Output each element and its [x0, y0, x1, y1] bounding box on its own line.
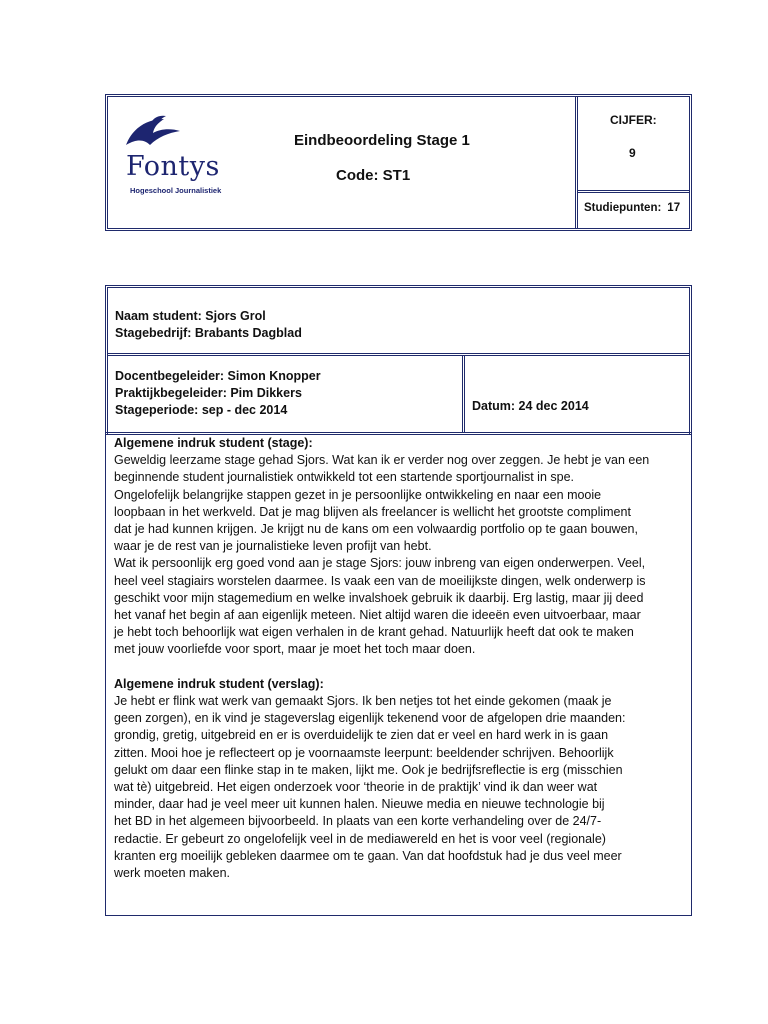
studiepunten-row [584, 202, 680, 214]
studiepunten-label: Studiepunten: [584, 202, 662, 214]
header-grade-column [578, 97, 689, 228]
docentbegeleider: Docentbegeleider: Simon Knopper [115, 369, 321, 383]
stage-line: dat je had kunnen krijgen. Je krijgt nu de kans om een volwaardig portfolio op te gaan bouwen, [114, 522, 638, 537]
header-table [105, 94, 692, 231]
studiepunten-cell [578, 193, 689, 228]
stage-line: Geweldig leerzame stage gehad Sjors. Wat kan ik er verder nog over zeggen. Je hebt je van een [114, 453, 650, 468]
verslag-line: wat tè) uitgebreid. Het eigen onderzoek voor ‘theorie in de praktijk’ vind ik dan weer wat [114, 780, 598, 795]
cijfer-cell [578, 97, 689, 193]
stage-line: Wat ik persoonlijk erg goed vond aan je stage Sjors: jouw inbreng van eigen onderwerpen. Veel, [114, 556, 646, 571]
verslag-line: gelukt om daar een flinke stap in te maken, lijkt me. Ook je bedrijfsreflectie is erg (misschien [114, 762, 623, 777]
verslag-line: grondig, gretig, uitgebreid en er is overduidelijk te zien dat er veel en hard werk in is gaan [114, 728, 609, 743]
fontys-logo [116, 113, 226, 203]
stage-line: Ongelofelijk belangrijke stappen gezet in je persoonlijke ontwikkeling en naar een mooie [114, 487, 602, 502]
datum-cell [465, 356, 689, 432]
header-title-cell [108, 97, 578, 228]
fontys-swoosh-icon [122, 115, 182, 149]
student-info-table [105, 285, 692, 435]
stage-line: je hebt toch behoorlijk wat eigen verhalen in de krant gehad. Natuurlijk heeft dat ook te maken [114, 625, 634, 640]
document-code: Code: ST1 [336, 167, 411, 184]
assessment-box [105, 435, 692, 916]
logo-wordmark: Fontys [126, 151, 220, 182]
stage-line: heel veel stagiairs worstelen daarmee. Is vaak een van de moeilijkste dingen, welk onderwerp is [114, 573, 646, 588]
cijfer-label: CIJFER: [610, 113, 657, 127]
verslag-line: minder, daar had je veel meer uit kunnen halen. Nieuwe media en nieuwe technologie bij [114, 797, 605, 812]
stage-line: loopbaan in het werkveld. Dat je mag blijven als freelancer is wellicht het grootste compliment [114, 504, 631, 519]
stage-heading: Algemene indruk student (stage): [114, 436, 313, 450]
verslag-heading: Algemene indruk student (verslag): [114, 676, 324, 691]
verslag-line: geen zorgen), en ik vind je stageverslag eigenlijk tekenend voor de afgelopen drie maanden: [114, 711, 626, 726]
verslag-line: zitten. Mooi hoe je reflecteert op je voornaamste leerpunt: beeldender schrijven. Behoorlijk [114, 745, 614, 760]
praktijkbegeleider: Praktijkbegeleider: Pim Dikkers [115, 386, 302, 400]
studiepunten-value: 17 [667, 202, 681, 214]
verslag-line: redactie. Er gebeurt zo ongelofelijk veel in de mediawereld en het is voor veel (regionale) [114, 831, 606, 846]
stage-line: waar je de rest van je journalistieke leven profijt van hebt. [114, 539, 432, 554]
student-cell [108, 288, 689, 356]
stageperiode: Stageperiode: sep - dec 2014 [115, 403, 288, 417]
naam-student: Naam student: Sjors Grol [115, 309, 266, 323]
cijfer-value: 9 [629, 146, 636, 160]
document-title: Eindbeoordeling Stage 1 [294, 132, 470, 149]
verslag-line: het BD in het algemeen bijvoorbeeld. In plaats van een korte verhandeling over de 24/7- [114, 814, 602, 829]
verslag-line: Je hebt er flink wat werk van gemaakt Sjors. Ik ben netjes tot het einde gekomen (maak je [114, 694, 612, 709]
verslag-line: kranten erg moeilijk gebleken daarmee om te gaan. Van dat hoofdstuk had je dus veel meer [114, 848, 622, 863]
verslag-paragraph [114, 693, 686, 882]
stage-paragraph [114, 452, 686, 658]
stagebedrijf: Stagebedrijf: Brabants Dagblad [115, 326, 302, 340]
verslag-line: werk moeten maken. [114, 866, 231, 881]
assessment-text [114, 435, 686, 882]
stage-line: geschikt voor mijn stagemedium en welke invalshoek gebruik ik daarbij. Erg lastig, maar jij deed [114, 590, 644, 605]
begeleiders-cell [108, 356, 465, 432]
logo-subtitle: Hogeschool Journalistiek [130, 186, 222, 195]
datum: Datum: 24 dec 2014 [472, 399, 589, 413]
stage-line: met jouw voorliefde voor sport, maar je moet het toch maar doen. [114, 642, 476, 657]
stage-line: het vanaf het begin af aan eigenlijk meteen. Niet altijd waren die ideeën even uitvoerbaar, maar [114, 608, 641, 623]
stage-line: beginnende student journalistiek ontwikkeld tot een startende sportjournalist in spe. [114, 470, 575, 485]
